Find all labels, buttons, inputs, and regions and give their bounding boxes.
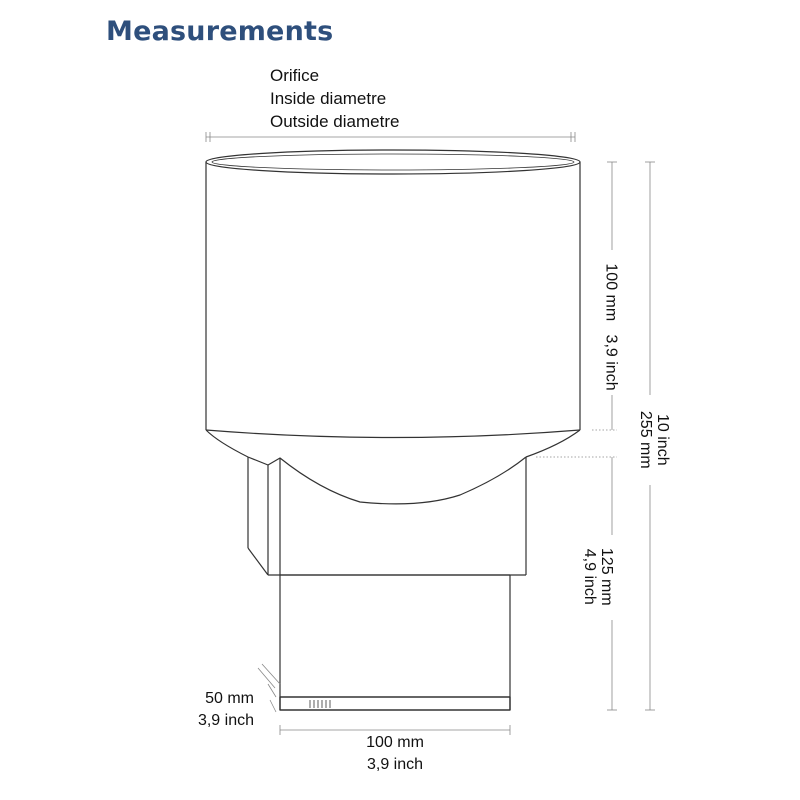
base-height-metric: 50 mm xyxy=(205,690,254,707)
base-height-imperial: 3,9 inch xyxy=(197,712,254,729)
outside-diameter-dimension-line xyxy=(206,132,575,142)
total-height-label xyxy=(636,405,670,475)
base-width-imperial: 3,9 inch xyxy=(366,756,424,773)
spec-label: Outside diametre xyxy=(270,112,400,131)
page-title: Measurements xyxy=(106,16,334,47)
collector-cylinder xyxy=(206,150,580,438)
lower-height-label xyxy=(580,537,614,617)
funnel xyxy=(206,430,580,575)
base-body xyxy=(280,575,510,710)
upper-height-imperial: 3,9 inch xyxy=(602,334,620,391)
spec-label: Inside diametre xyxy=(270,89,387,108)
total-height-imperial: 10 inch xyxy=(653,414,671,466)
base-width-metric: 100 mm xyxy=(366,734,424,751)
base-height-dimension-line xyxy=(258,664,280,712)
total-height-metric: 255 mm xyxy=(637,410,654,469)
upper-height-label xyxy=(602,263,620,391)
lower-height-metric: 125 mm xyxy=(597,547,615,606)
upper-height-metric: 100 mm xyxy=(602,263,620,322)
spec-label: Orifice xyxy=(270,66,320,85)
lower-height-imperial: 4,9 inch xyxy=(581,548,598,605)
